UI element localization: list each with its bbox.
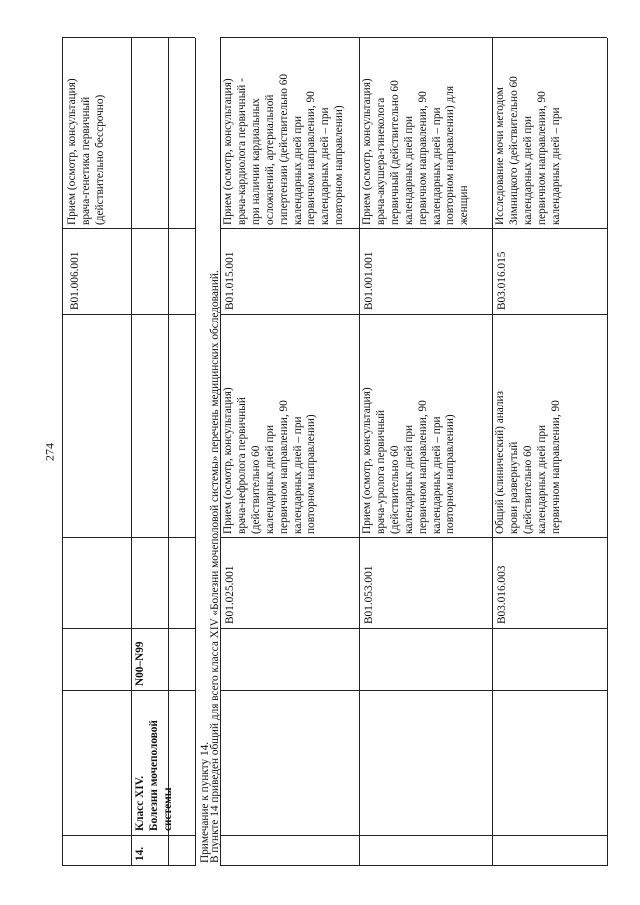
service-cell: Исследование мочи методом Зимницкого (действительно 60 календарных дней при первичном направлении, 90 календарных дней – при: [494, 76, 562, 225]
services-table: [62, 38, 607, 866]
col-divider: [62, 628, 195, 629]
code-cell: B01.006.001: [69, 251, 81, 310]
service-cell: Прием (осмотр, консультация) врача-генетика первичный (действительно бессрочно): [66, 78, 106, 225]
service-cell: Общий (клинический) анализ крови развернутый (действительно 60 календарных дней при первичном направлении, 90: [494, 390, 562, 534]
code-cell: B01.001.001: [363, 251, 375, 310]
row-divider: [492, 38, 493, 866]
col-divider: [62, 228, 195, 229]
col-divider: [220, 865, 607, 866]
col-divider: [220, 835, 607, 836]
col-divider: [62, 835, 195, 836]
class-title: Класс XIV. Болезни мочеполовой системы: [134, 720, 174, 831]
note-title: Примечание к пункту 14.: [199, 741, 211, 863]
class-number: 14.: [134, 846, 146, 861]
service-cell: Прием (осмотр, консультация) врача-акушера-гинеколога первичный (действительно 60 календарных дней при первичном направлении, 90 календарных дней – при повторном направлении) для женщин: [361, 78, 471, 225]
row-divider: [131, 38, 132, 866]
col-divider: [220, 314, 607, 315]
col-divider: [62, 537, 195, 538]
col-divider: [62, 37, 195, 38]
service-cell: Прием (осмотр, консультация) врача-уролога первичный (действительно 60 календарных дней при первичном направлении, 90 календарных дней – при повторном направлении): [361, 387, 457, 534]
note-text: В пункте 14 приведен общий для всего класса XIV «Болезни мочеполовой системы» перечень медицинских обследований.: [209, 270, 221, 863]
col-divider: [62, 314, 195, 315]
service-cell: Прием (осмотр, консультация) врача-кардиолога первичный - при наличии кардиальных осложнений, артериальной гипертензии (действительно 60 календарных дней при первичном направлении, 90 календарных дней – при повторном направлении): [222, 73, 346, 225]
rotated-page: [62, 38, 607, 866]
col-divider: [220, 37, 607, 38]
row-divider: [195, 38, 196, 866]
col-divider: [220, 690, 607, 691]
icd-range: N00–N99: [134, 641, 146, 686]
col-divider: [62, 690, 195, 691]
code-cell: B03.016.003: [496, 565, 508, 624]
code-cell: B01.025.001: [224, 565, 236, 624]
col-divider: [220, 228, 607, 229]
code-cell: B01.053.001: [363, 565, 375, 624]
col-divider: [220, 628, 607, 629]
col-divider: [220, 537, 607, 538]
table-border-bottom: [607, 38, 608, 866]
table-border-top: [62, 38, 63, 866]
col-divider: [62, 865, 195, 866]
service-cell: Прием (осмотр, консультация) врача-нефролога первичный (действительно 60 календарных дней при первичном направлении, 90 календарных дней – при повторном направлении): [222, 387, 318, 534]
code-cell: B01.015.001: [224, 251, 236, 310]
row-divider: [359, 38, 360, 866]
code-cell: B03.016.015: [496, 251, 508, 310]
